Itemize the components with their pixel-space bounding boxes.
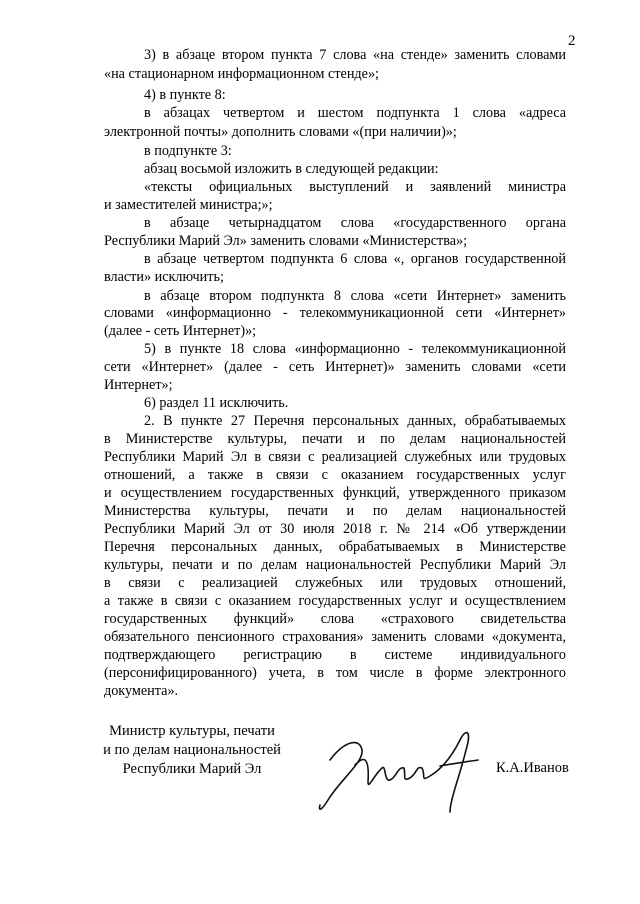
text-line: (персонифицированного) учета, в том числе в форме электронного <box>104 665 566 681</box>
text-line: Республики Марий Эл от 30 июля 2018 г. № 214 «Об утверждении <box>104 521 566 537</box>
text-line: в подпункте 3: <box>144 143 232 159</box>
text-line: в абзаце четвертом подпункта 6 слова «, органов государственной <box>144 251 566 267</box>
text-line: подтверждающего регистрацию в системе индивидуального <box>104 647 566 663</box>
signer-title <box>92 722 292 779</box>
text-line: 4) в пункте 8: <box>144 87 226 103</box>
text-line: 5) в пункте 18 слова «информационно - телекоммуникационной <box>144 341 566 357</box>
text-line: обязательного пенсионного страхования» заменить словами «документа, <box>104 629 566 645</box>
text-line: (далее - сеть Интернет)»; <box>104 323 257 339</box>
text-line: «тексты официальных выступлений и заявлений министра <box>144 179 566 195</box>
text-line: абзац восьмой изложить в следующей редакции: <box>144 161 439 177</box>
signer-title-line: Республики Марий Эл <box>122 761 262 777</box>
text-line: документа». <box>104 683 179 699</box>
text-line: и осуществлением государственных функций, утвержденного приказом <box>104 485 566 501</box>
text-line: Республики Марий Эл» заменить словами «Министерства»; <box>104 233 468 249</box>
text-line: и заместителей министра;»; <box>104 197 273 213</box>
text-line: 3) в абзаце втором пункта 7 слова «на стенде» заменить словами <box>144 47 566 63</box>
text-line: Министерства культуры, печати и по делам национальностей <box>104 503 566 519</box>
text-line: 2. В пункте 27 Перечня персональных данных, обрабатываемых <box>144 413 566 429</box>
text-line: словами «информационно - телекоммуникационной сети «Интернет» <box>104 305 566 321</box>
signer-title-line: Министр культуры, печати <box>109 723 275 739</box>
text-line: Республики Марий Эл в связи с реализацией служебных или трудовых <box>104 449 566 465</box>
text-line: государственных функций» слова «страхового свидетельства <box>104 611 566 627</box>
text-line: в Министерстве культуры, печати и по делам национальностей <box>104 431 566 447</box>
signer-name: К.А.Иванов <box>496 760 569 776</box>
text-line: «на стационарном информационном стенде»; <box>104 66 379 82</box>
text-line: сети «Интернет» (далее - сеть Интернет)» заменить словами «сети <box>104 359 566 375</box>
text-line: культуры, печати и по делам национальностей Республики Марий Эл <box>104 557 566 573</box>
text-line: 6) раздел 11 исключить. <box>144 395 289 411</box>
text-line: в абзацах четвертом и шестом подпункта 1 слова «адреса <box>144 105 566 121</box>
text-line: отношений, а также в связи с оказанием государственных услуг <box>104 467 566 483</box>
text-line: в абзаце четырнадцатом слова «государственного органа <box>144 215 566 231</box>
text-line: в абзаце втором подпункта 8 слова «сети Интернет» заменить <box>144 288 566 304</box>
handwritten-signature <box>300 720 500 815</box>
text-line: в связи с реализацией служебных или трудовых отношений, <box>104 575 566 591</box>
text-line: а также в связи с оказанием государственных услуг и осуществлением <box>104 593 566 609</box>
text-line: власти» исключить; <box>104 269 224 285</box>
page-number: 2 <box>568 33 576 49</box>
signer-title-line: и по делам национальностей <box>103 742 281 758</box>
text-line: электронной почты» дополнить словами «(при наличии)»; <box>104 124 457 140</box>
text-line: Перечня персональных данных, обрабатываемых в Министерстве <box>104 539 566 555</box>
text-line: Интернет»; <box>104 377 173 393</box>
